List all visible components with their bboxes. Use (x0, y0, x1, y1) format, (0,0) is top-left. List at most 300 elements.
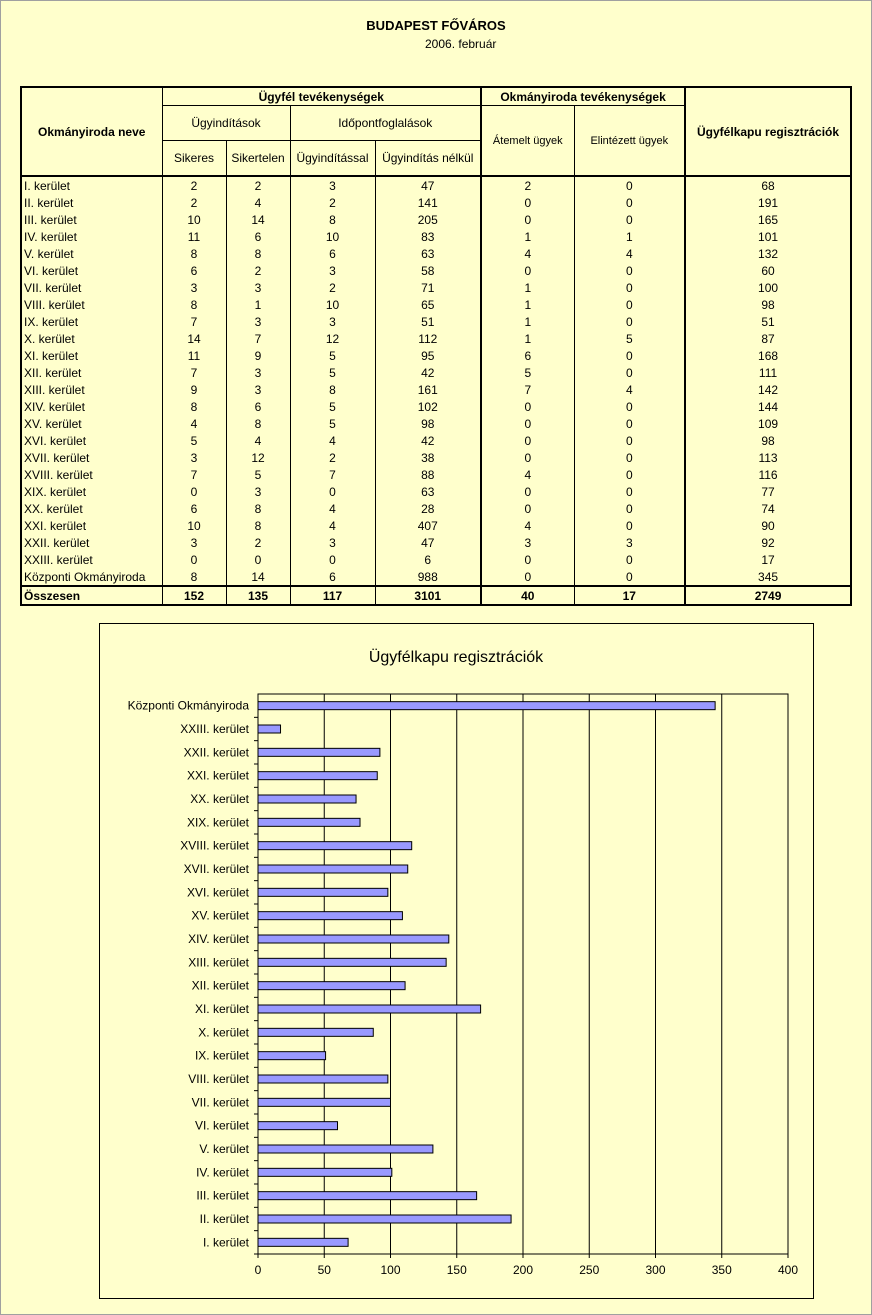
table-row (21, 313, 851, 330)
cell-nelkul: 988 (375, 568, 481, 586)
cell-nelkul: 47 (375, 534, 481, 551)
x-tick-label: 250 (579, 1263, 600, 1277)
cell-atemelt: 4 (481, 245, 574, 262)
cell-nelkul: 102 (375, 398, 481, 415)
category-label: XI. kerület (194, 1002, 249, 1016)
table-row (21, 568, 851, 586)
table-row (21, 551, 851, 568)
cell-ugyinditassal: 4 (290, 432, 375, 449)
cell-kapu: 191 (685, 194, 851, 211)
row-office-name: XXI. kerület (21, 517, 162, 534)
cell-kapu: 111 (685, 364, 851, 381)
header-with-case: Ügyindítással (290, 141, 375, 177)
cell-atemelt: 0 (481, 449, 574, 466)
cell-kapu: 90 (685, 517, 851, 534)
cell-sikertelen: 12 (226, 449, 290, 466)
cell-sikeres: 8 (162, 245, 226, 262)
cell-sikertelen: 2 (226, 176, 290, 194)
cell-sikeres: 0 (162, 551, 226, 568)
category-label: VI. kerület (194, 1118, 249, 1133)
row-office-name: XIII. kerület (21, 381, 162, 398)
cell-sikertelen: 3 (226, 381, 290, 398)
cell-kapu: 100 (685, 279, 851, 296)
table-row (21, 330, 851, 347)
category-label: XX. kerület (190, 792, 249, 806)
cell-kapu: 51 (685, 313, 851, 330)
category-label: XVI. kerület (186, 885, 249, 900)
table-body (21, 176, 851, 605)
bar (258, 842, 412, 850)
bar (258, 888, 388, 896)
table-row (21, 364, 851, 381)
bar (258, 982, 405, 990)
category-label: XIX. kerület (186, 815, 249, 830)
statistics-table (20, 86, 852, 606)
total-kapu: 2749 (685, 586, 851, 605)
cell-sikeres: 6 (162, 500, 226, 517)
cell-atemelt: 3 (481, 534, 574, 551)
cell-sikeres: 10 (162, 211, 226, 228)
table-row (21, 449, 851, 466)
cell-nelkul: 205 (375, 211, 481, 228)
header-transferred: Átemelt ügyek (481, 106, 574, 177)
row-office-name: IX. kerület (21, 313, 162, 330)
total-nelkul: 3101 (375, 586, 481, 605)
cell-nelkul: 407 (375, 517, 481, 534)
cell-elintezett: 0 (574, 466, 685, 483)
bar (258, 935, 449, 943)
cell-atemelt: 2 (481, 176, 574, 194)
header-unsuccessful: Sikertelen (226, 141, 290, 177)
bar (258, 772, 377, 780)
cell-atemelt: 5 (481, 364, 574, 381)
cell-kapu: 77 (685, 483, 851, 500)
cell-sikeres: 3 (162, 449, 226, 466)
page-subtitle: 2006. február (425, 37, 497, 51)
cell-sikertelen: 9 (226, 347, 290, 364)
row-office-name: XX. kerület (21, 500, 162, 517)
bar (258, 958, 446, 966)
cell-nelkul: 47 (375, 176, 481, 194)
cell-atemelt: 0 (481, 415, 574, 432)
cell-elintezett: 0 (574, 262, 685, 279)
row-office-name: XIX. kerület (21, 483, 162, 500)
bar (258, 1215, 511, 1223)
cell-sikertelen: 3 (226, 279, 290, 296)
row-office-name: XIV. kerület (21, 398, 162, 415)
cell-kapu: 165 (685, 211, 851, 228)
row-office-name: XII. kerület (21, 364, 162, 381)
row-office-name: IV. kerület (21, 228, 162, 245)
header-group-office: Okmányiroda tevékenységek (481, 87, 685, 106)
category-label: XII. kerület (191, 978, 249, 993)
cell-elintezett: 3 (574, 534, 685, 551)
row-office-name: XXII. kerület (21, 534, 162, 551)
total-row (21, 586, 851, 605)
bar-chart (100, 624, 813, 1298)
header-without-case: Ügyindítás nélkül (375, 141, 481, 177)
cell-sikeres: 2 (162, 176, 226, 194)
row-office-name: XXIII. kerület (21, 551, 162, 568)
table-row (21, 500, 851, 517)
cell-sikeres: 2 (162, 194, 226, 211)
cell-kapu: 132 (685, 245, 851, 262)
cell-elintezett: 4 (574, 381, 685, 398)
cell-sikeres: 4 (162, 415, 226, 432)
cell-ugyinditassal: 7 (290, 466, 375, 483)
cell-ugyinditassal: 5 (290, 364, 375, 381)
table-row (21, 245, 851, 262)
cell-elintezett: 0 (574, 483, 685, 500)
cell-elintezett: 0 (574, 415, 685, 432)
row-office-name: III. kerület (21, 211, 162, 228)
cell-elintezett: 0 (574, 364, 685, 381)
bar (258, 1168, 392, 1176)
cell-nelkul: 161 (375, 381, 481, 398)
bar (258, 1145, 433, 1153)
cell-elintezett: 0 (574, 211, 685, 228)
x-tick-label: 350 (711, 1263, 732, 1277)
cell-nelkul: 28 (375, 500, 481, 517)
cell-sikeres: 7 (162, 364, 226, 381)
row-office-name: XVII. kerület (21, 449, 162, 466)
row-office-name: II. kerület (21, 194, 162, 211)
category-label: II. kerület (199, 1212, 249, 1226)
table-row (21, 347, 851, 364)
cell-sikertelen: 3 (226, 483, 290, 500)
page-title: BUDAPEST FŐVÁROS (366, 18, 506, 33)
cell-kapu: 17 (685, 551, 851, 568)
cell-ugyinditassal: 10 (290, 296, 375, 313)
cell-kapu: 116 (685, 466, 851, 483)
cell-sikertelen: 5 (226, 466, 290, 483)
chart-category-labels (128, 699, 250, 1250)
cell-nelkul: 38 (375, 449, 481, 466)
cell-elintezett: 0 (574, 347, 685, 364)
category-label: VII. kerület (191, 1095, 249, 1110)
cell-kapu: 345 (685, 568, 851, 586)
category-label: XXIII. kerület (180, 722, 249, 736)
total-sikeres: 152 (162, 586, 226, 605)
category-label: XVIII. kerület (180, 838, 249, 853)
bar (258, 795, 356, 803)
cell-nelkul: 63 (375, 483, 481, 500)
header-client-gate: Ügyfélkapu regisztrációk (685, 87, 851, 176)
category-label: XVII. kerület (183, 862, 249, 876)
table-row (21, 296, 851, 313)
cell-atemelt: 1 (481, 296, 574, 313)
category-label: IX. kerület (194, 1048, 249, 1063)
cell-sikeres: 5 (162, 432, 226, 449)
category-label: VIII. kerület (188, 1072, 249, 1086)
cell-nelkul: 71 (375, 279, 481, 296)
total-label: Összesen (21, 586, 162, 605)
x-tick-label: 50 (317, 1263, 331, 1277)
cell-ugyinditassal: 3 (290, 313, 375, 330)
cell-elintezett: 0 (574, 432, 685, 449)
bar (258, 1122, 338, 1130)
table-row (21, 466, 851, 483)
cell-sikertelen: 1 (226, 296, 290, 313)
bar (258, 725, 281, 733)
cell-sikeres: 0 (162, 483, 226, 500)
cell-ugyinditassal: 5 (290, 347, 375, 364)
cell-ugyinditassal: 6 (290, 568, 375, 586)
cell-sikertelen: 3 (226, 364, 290, 381)
cell-ugyinditassal: 3 (290, 262, 375, 279)
cell-ugyinditassal: 4 (290, 517, 375, 534)
cell-sikeres: 11 (162, 228, 226, 245)
category-label: XXII. kerület (183, 745, 249, 760)
cell-elintezett: 4 (574, 245, 685, 262)
row-office-name: I. kerület (21, 176, 162, 194)
cell-sikeres: 11 (162, 347, 226, 364)
category-label: XXI. kerület (186, 768, 249, 783)
cell-atemelt: 0 (481, 551, 574, 568)
cell-sikertelen: 8 (226, 415, 290, 432)
x-tick-label: 400 (777, 1263, 799, 1277)
row-office-name: VII. kerület (21, 279, 162, 296)
table-row (21, 176, 851, 194)
chart-container (99, 623, 814, 1299)
cell-ugyinditassal: 3 (290, 176, 375, 194)
cell-nelkul: 98 (375, 415, 481, 432)
cell-sikeres: 10 (162, 517, 226, 534)
category-label: IV. kerület (196, 1165, 249, 1180)
cell-ugyinditassal: 3 (290, 534, 375, 551)
row-office-name: XVIII. kerület (21, 466, 162, 483)
chart-title: Ügyfélkapu regisztrációk (368, 649, 544, 666)
row-office-name: X. kerület (21, 330, 162, 347)
cell-kapu: 92 (685, 534, 851, 551)
table-row (21, 194, 851, 211)
cell-elintezett: 0 (574, 568, 685, 586)
cell-ugyinditassal: 5 (290, 415, 375, 432)
cell-sikertelen: 2 (226, 534, 290, 551)
cell-atemelt: 6 (481, 347, 574, 364)
header-group-client: Ügyfél tevékenységek (162, 87, 481, 106)
cell-ugyinditassal: 8 (290, 381, 375, 398)
x-tick-label: 300 (645, 1263, 666, 1277)
bar (258, 912, 402, 920)
cell-ugyinditassal: 6 (290, 245, 375, 262)
cell-nelkul: 51 (375, 313, 481, 330)
x-tick-label: 100 (380, 1263, 401, 1277)
cell-kapu: 68 (685, 176, 851, 194)
header-successful: Sikeres (162, 141, 226, 177)
row-office-name: XVI. kerület (21, 432, 162, 449)
total-atemelt: 40 (481, 586, 574, 605)
cell-sikeres: 8 (162, 568, 226, 586)
cell-kapu: 87 (685, 330, 851, 347)
cell-atemelt: 0 (481, 398, 574, 415)
cell-sikeres: 6 (162, 262, 226, 279)
cell-sikertelen: 8 (226, 517, 290, 534)
cell-sikertelen: 2 (226, 262, 290, 279)
cell-atemelt: 1 (481, 313, 574, 330)
category-label: III. kerület (196, 1188, 249, 1203)
cell-atemelt: 1 (481, 330, 574, 347)
header-office-name: Okmányiroda neve (21, 87, 162, 176)
cell-nelkul: 65 (375, 296, 481, 313)
cell-elintezett: 0 (574, 313, 685, 330)
bar (258, 1005, 481, 1013)
cell-ugyinditassal: 10 (290, 228, 375, 245)
cell-sikeres: 14 (162, 330, 226, 347)
table-row (21, 415, 851, 432)
cell-elintezett: 0 (574, 551, 685, 568)
cell-kapu: 60 (685, 262, 851, 279)
cell-nelkul: 83 (375, 228, 481, 245)
cell-atemelt: 0 (481, 483, 574, 500)
cell-elintezett: 0 (574, 279, 685, 296)
cell-sikeres: 7 (162, 313, 226, 330)
row-office-name: Központi Okmányiroda (21, 568, 162, 586)
category-label: V. kerület (199, 1142, 249, 1156)
bar (258, 1075, 388, 1083)
cell-sikeres: 3 (162, 279, 226, 296)
cell-ugyinditassal: 5 (290, 398, 375, 415)
header-case-starts: Ügyindítások (162, 106, 290, 141)
cell-kapu: 101 (685, 228, 851, 245)
cell-atemelt: 0 (481, 568, 574, 586)
bar (258, 1028, 373, 1036)
cell-elintezett: 0 (574, 296, 685, 313)
x-tick-label: 150 (446, 1263, 467, 1277)
cell-kapu: 142 (685, 381, 851, 398)
cell-sikertelen: 0 (226, 551, 290, 568)
category-label: X. kerület (198, 1025, 249, 1040)
cell-atemelt: 4 (481, 517, 574, 534)
cell-sikertelen: 4 (226, 432, 290, 449)
row-office-name: XI. kerület (21, 347, 162, 364)
cell-elintezett: 0 (574, 176, 685, 194)
cell-elintezett: 0 (574, 194, 685, 211)
row-office-name: VI. kerület (21, 262, 162, 279)
total-sikertelen: 135 (226, 586, 290, 605)
table-row (21, 279, 851, 296)
total-elintezett: 17 (574, 586, 685, 605)
cell-sikertelen: 3 (226, 313, 290, 330)
cell-kapu: 168 (685, 347, 851, 364)
cell-nelkul: 58 (375, 262, 481, 279)
bar (258, 1098, 391, 1106)
bar (258, 818, 360, 826)
cell-ugyinditassal: 2 (290, 449, 375, 466)
cell-kapu: 98 (685, 296, 851, 313)
table-row (21, 398, 851, 415)
table-row (21, 211, 851, 228)
cell-ugyinditassal: 2 (290, 279, 375, 296)
table-row (21, 517, 851, 534)
cell-sikertelen: 6 (226, 228, 290, 245)
cell-sikeres: 9 (162, 381, 226, 398)
cell-sikertelen: 8 (226, 245, 290, 262)
cell-sikertelen: 7 (226, 330, 290, 347)
cell-elintezett: 0 (574, 449, 685, 466)
cell-nelkul: 42 (375, 364, 481, 381)
category-label: XV. kerület (191, 908, 249, 923)
cell-nelkul: 95 (375, 347, 481, 364)
cell-sikeres: 8 (162, 296, 226, 313)
cell-atemelt: 0 (481, 211, 574, 228)
table-row (21, 381, 851, 398)
header-completed: Elintézett ügyek (574, 106, 685, 177)
cell-atemelt: 0 (481, 432, 574, 449)
row-office-name: V. kerület (21, 245, 162, 262)
cell-ugyinditassal: 8 (290, 211, 375, 228)
bar (258, 748, 380, 756)
cell-nelkul: 88 (375, 466, 481, 483)
cell-atemelt: 7 (481, 381, 574, 398)
cell-sikeres: 7 (162, 466, 226, 483)
x-tick-label: 0 (254, 1263, 262, 1277)
cell-sikertelen: 8 (226, 500, 290, 517)
cell-kapu: 74 (685, 500, 851, 517)
table-row (21, 483, 851, 500)
category-label: XIV. kerület (188, 932, 249, 946)
category-label: Központi Okmányiroda (127, 698, 249, 713)
cell-kapu: 144 (685, 398, 851, 415)
total-ugyinditassal: 117 (290, 586, 375, 605)
bar (258, 1238, 348, 1246)
cell-sikertelen: 14 (226, 568, 290, 586)
cell-atemelt: 4 (481, 466, 574, 483)
header-appointments: Időpontfoglalások (290, 106, 481, 141)
cell-elintezett: 5 (574, 330, 685, 347)
cell-nelkul: 42 (375, 432, 481, 449)
row-office-name: XV. kerület (21, 415, 162, 432)
cell-nelkul: 6 (375, 551, 481, 568)
cell-sikeres: 3 (162, 534, 226, 551)
table-row (21, 432, 851, 449)
bar (258, 1052, 326, 1060)
bar (258, 865, 408, 873)
bar (258, 702, 715, 710)
cell-ugyinditassal: 2 (290, 194, 375, 211)
cell-nelkul: 63 (375, 245, 481, 262)
cell-sikertelen: 14 (226, 211, 290, 228)
cell-elintezett: 1 (574, 228, 685, 245)
cell-atemelt: 1 (481, 279, 574, 296)
cell-atemelt: 0 (481, 500, 574, 517)
cell-ugyinditassal: 0 (290, 551, 375, 568)
category-label: XIII. kerület (188, 955, 249, 970)
cell-kapu: 109 (685, 415, 851, 432)
cell-sikertelen: 6 (226, 398, 290, 415)
cell-ugyinditassal: 0 (290, 483, 375, 500)
cell-ugyinditassal: 4 (290, 500, 375, 517)
cell-elintezett: 0 (574, 517, 685, 534)
cell-sikeres: 8 (162, 398, 226, 415)
cell-atemelt: 1 (481, 228, 574, 245)
cell-kapu: 98 (685, 432, 851, 449)
x-tick-label: 200 (512, 1263, 534, 1277)
table-row (21, 534, 851, 551)
bar (258, 1192, 477, 1200)
cell-sikertelen: 4 (226, 194, 290, 211)
cell-nelkul: 112 (375, 330, 481, 347)
category-label: I. kerület (202, 1235, 249, 1250)
cell-kapu: 113 (685, 449, 851, 466)
cell-elintezett: 0 (574, 500, 685, 517)
cell-atemelt: 0 (481, 194, 574, 211)
cell-nelkul: 141 (375, 194, 481, 211)
cell-atemelt: 0 (481, 262, 574, 279)
table-row (21, 262, 851, 279)
cell-elintezett: 0 (574, 398, 685, 415)
chart-tick-labels (255, 1263, 799, 1277)
